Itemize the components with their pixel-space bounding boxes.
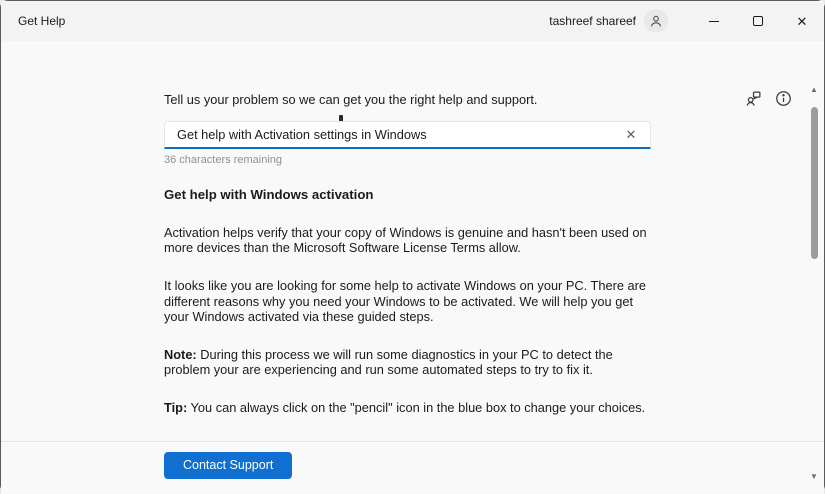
- article-note: [164, 347, 651, 377]
- content-area: [1, 41, 824, 494]
- scroll-viewport: [1, 41, 824, 441]
- prompt-text: Tell us your problem so we can get you the right help and support.: [164, 92, 538, 107]
- problem-search-box: [164, 121, 651, 149]
- app-title: Get Help: [18, 14, 66, 28]
- tip-text: You can always click on the "pencil" icon in the blue box to change your choices.: [187, 400, 646, 416]
- characters-remaining-label: 36 characters remaining: [164, 154, 283, 166]
- contact-support-button[interactable]: Contact Support: [164, 452, 292, 479]
- note-text: During this process we will run some diagnostics in your PC to detect the problem your are experiencing and run some automated steps to try to fix it.: [164, 347, 613, 378]
- article-paragraph-1: Activation helps verify that your copy of Windows is genuine and hasn't been used on more devices than the Microsoft Software License Terms allow.: [164, 225, 647, 256]
- article-tip: [164, 400, 651, 415]
- article-title: Get help with Windows activation: [164, 187, 374, 202]
- tip-label: Tip:: [164, 400, 188, 416]
- feedback-button[interactable]: [744, 89, 762, 107]
- problem-search-input[interactable]: [177, 127, 620, 142]
- scroll-up-icon[interactable]: ▲: [810, 84, 818, 94]
- vertical-scrollbar[interactable]: [807, 41, 821, 490]
- footer-bar: [1, 441, 824, 494]
- minimize-button[interactable]: [692, 1, 736, 41]
- maximize-icon: [753, 16, 763, 26]
- feedback-icon: [745, 90, 762, 107]
- clear-search-button[interactable]: ✕: [620, 124, 642, 146]
- article-paragraph-2: It looks like you are looking for some help to activate Windows on your PC. There are different reasons why you need your Windows to be activated. We will help you get your Windows activated via these guided steps.: [164, 278, 647, 324]
- close-button[interactable]: [780, 1, 824, 41]
- signed-in-user-name: tashreef shareef: [549, 14, 636, 28]
- user-avatar-button[interactable]: [644, 9, 668, 33]
- maximize-button[interactable]: [736, 1, 780, 41]
- titlebar: [1, 1, 824, 41]
- person-icon: [649, 14, 663, 28]
- scrollbar-thumb[interactable]: [811, 107, 818, 259]
- close-icon: ✕: [796, 13, 808, 29]
- minimize-icon: [709, 21, 719, 22]
- info-button[interactable]: [774, 89, 792, 107]
- scroll-down-icon[interactable]: ▼: [810, 471, 818, 481]
- note-label: Note:: [164, 347, 197, 363]
- info-icon: [775, 90, 792, 107]
